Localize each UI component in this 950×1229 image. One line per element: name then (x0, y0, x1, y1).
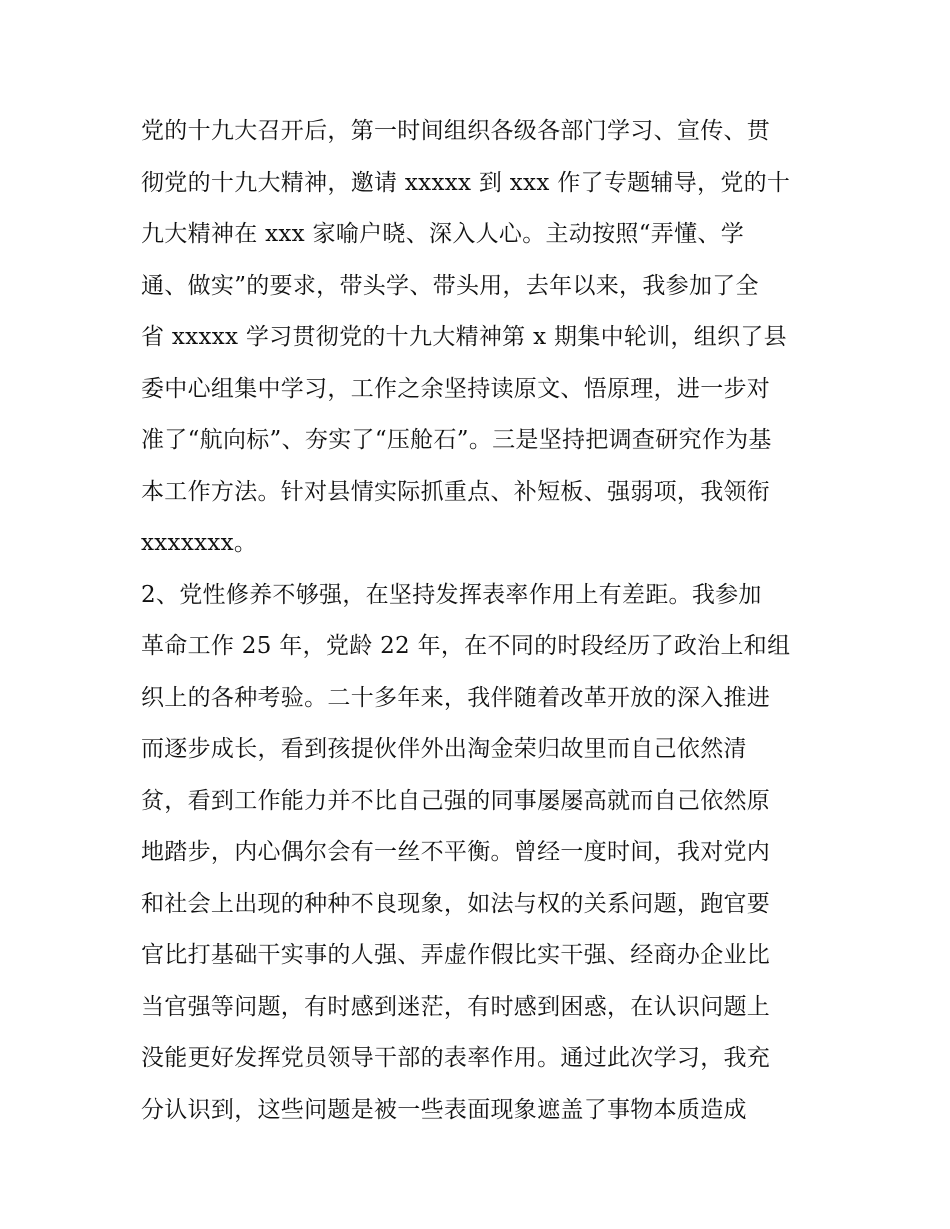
text-line: 党的十九大召开后，第一时间组织各级各部门学习、宣传、贯 (141, 118, 771, 144)
text-line: 地踏步，内心偶尔会有一丝不平衡。曾经一度时间，我对党内 (141, 839, 771, 865)
text-line: 准了“航向标”、夯实了“压舱石”。三是坚持把调查研究作为基 (141, 427, 772, 453)
text-line: 贫，看到工作能力并不比自己强的同事屡屡高就而自己依然原 (141, 787, 771, 814)
text-line: 2、党性修养不够强，在坚持发挥表率作用上有差距。我参加 (141, 581, 762, 608)
text-line: 九大精神在 xxx 家喻户晓、深入人心。主动按照“弄懂、学 (141, 221, 744, 247)
text-line: 和社会上出现的种种不良现象，如法与权的关系问题，跑官要 (141, 890, 771, 917)
text-line: 委中心组集中学习，工作之余坚持读原文、悟原理，进一步对 (141, 375, 771, 402)
text-line: 分认识到，这些问题是被一些表面现象遮盖了事物本质造成 (141, 1096, 747, 1123)
text-line: 而逐步成长，看到孩提伙伴外出淘金荣归故里而自己依然清 (141, 736, 747, 762)
body-text (141, 106, 831, 1136)
text-line: 省 xxxxx 学习贯彻党的十九大精神第 x 期集中轮训，组织了县 (141, 324, 787, 350)
text-line: 彻党的十九大精神，邀请 xxxxx 到 xxx 作了专题辅导，党的十 (141, 169, 791, 196)
text-line: 革命工作 25 年，党龄 22 年，在不同的时段经历了政治上和组 (141, 633, 791, 659)
text-line: xxxxxxx。 (141, 530, 258, 556)
text-line: 没能更好发挥党员领导干部的表率作用。通过此次学习，我充 (141, 1045, 771, 1071)
text-line: 本工作方法。针对县情实际抓重点、补短板、强弱项，我领衔 (141, 478, 771, 505)
text-line: 官比打基础干实事的人强、弄虚作假比实干强、经商办企业比 (141, 942, 771, 968)
text-line: 当官强等问题，有时感到迷茫，有时感到困惑，在认识问题上 (141, 993, 771, 1020)
text-line: 织上的各种考验。二十多年来，我伴随着改革开放的深入推进 (141, 684, 771, 711)
text-line: 通、做实”的要求，带头学、带头用，去年以来，我参加了全 (141, 272, 759, 299)
